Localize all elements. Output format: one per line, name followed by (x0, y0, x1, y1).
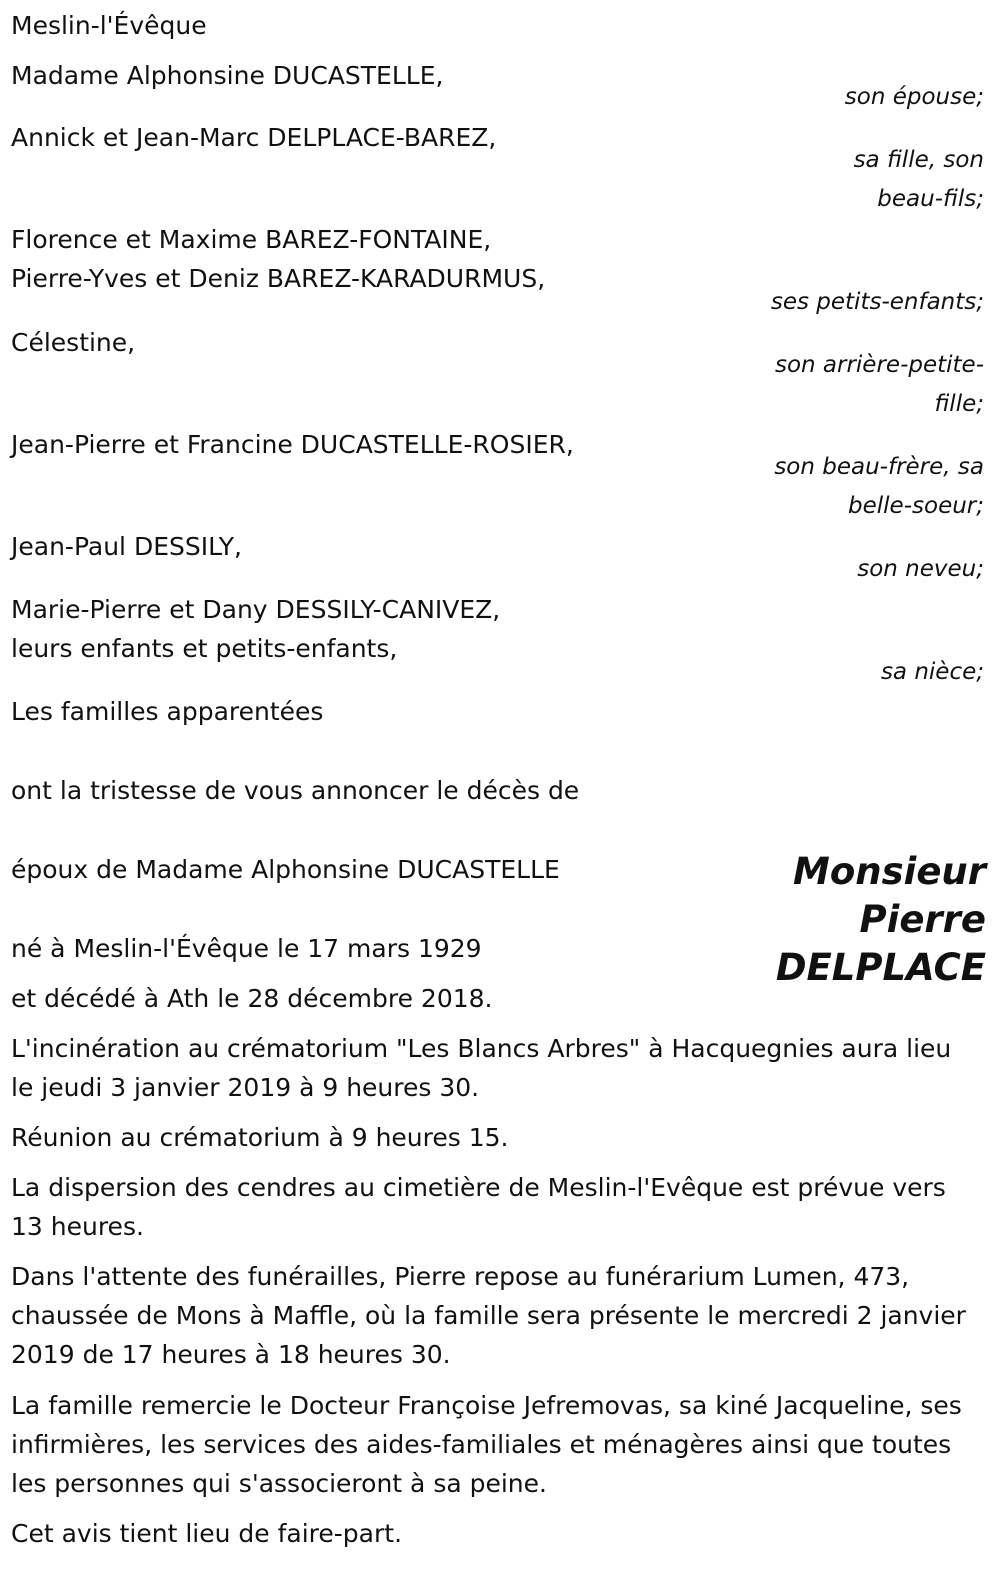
family-relation: sa nièce; (880, 659, 984, 685)
family-relation: son beau-frère, sa (774, 454, 984, 480)
family-relation: beau-fils; (877, 186, 984, 212)
thanks-paragraph: La famille remercie le Docteur Françoise Jefremovas, sa kiné Jacqueline, ses infirmières, les services des aides-familiales et ménagères ainsi que toutes les personnes qui s'associeront à sa peine. (11, 1391, 962, 1498)
family-relation: son épouse; (844, 84, 984, 110)
family-name: Florence et Maxime BAREZ-FONTAINE, (11, 225, 492, 254)
meeting-paragraph: Réunion au crématorium à 9 heures 15. (11, 1123, 509, 1152)
family-relation: fille; (934, 391, 984, 417)
announcement: ont la tristesse de vous annoncer le décès de (11, 776, 580, 805)
birth-line: né à Meslin-l'Évêque le 17 mars 1929 (11, 934, 482, 963)
spouse-line: époux de Madame Alphonsine DUCASTELLE (11, 855, 560, 884)
family-name: Marie-Pierre et Dany DESSILY-CANIVEZ, (11, 595, 501, 624)
deceased-title: Monsieur (793, 850, 986, 893)
family-relation: belle-soeur; (848, 493, 984, 519)
deceased-first-name: Pierre (859, 898, 986, 941)
family-name: leurs enfants et petits-enfants, (11, 634, 398, 663)
family-relation: son neveu; (857, 556, 984, 582)
family-name: Madame Alphonsine DUCASTELLE, (11, 61, 444, 90)
closing-line: Cet avis tient lieu de faire-part. (11, 1519, 403, 1548)
deceased-name (776, 848, 986, 992)
ashes-paragraph: La dispersion des cendres au cimetière de Meslin-l'Evêque est prévue vers 13 heures. (11, 1173, 946, 1241)
family-name: Jean-Paul DESSILY, (11, 532, 242, 561)
deceased-last-name: DELPLACE (775, 946, 986, 989)
family-name: Célestine, (11, 328, 136, 357)
place-heading: Meslin-l'Évêque (11, 11, 207, 40)
death-line: et décédé à Ath le 28 décembre 2018. (11, 984, 493, 1013)
family-name: Pierre-Yves et Deniz BAREZ-KARADURMUS, (11, 264, 546, 293)
funeral-home-paragraph: Dans l'attente des funérailles, Pierre repose au funérarium Lumen, 473, chaussée de Mons à Maffle, où la famille sera présente le mercredi 2 janvier 2019 de 17 heures à 18 heures 30. (11, 1262, 966, 1369)
family-relation: ses petits-enfants; (770, 289, 984, 315)
family-name: Annick et Jean-Marc DELPLACE-BAREZ, (11, 123, 497, 152)
family-relation: son arrière-petite- (774, 352, 984, 378)
family-name: Jean-Pierre et Francine DUCASTELLE-ROSIER, (11, 430, 574, 459)
family-relation: sa fille, son (853, 147, 984, 173)
related-families: Les familles apparentées (11, 697, 324, 726)
cremation-paragraph: L'incinération au crématorium "Les Blancs Arbres" à Hacquegnies aura lieu le jeudi 3 janvier 2019 à 9 heures 30. (11, 1034, 952, 1102)
